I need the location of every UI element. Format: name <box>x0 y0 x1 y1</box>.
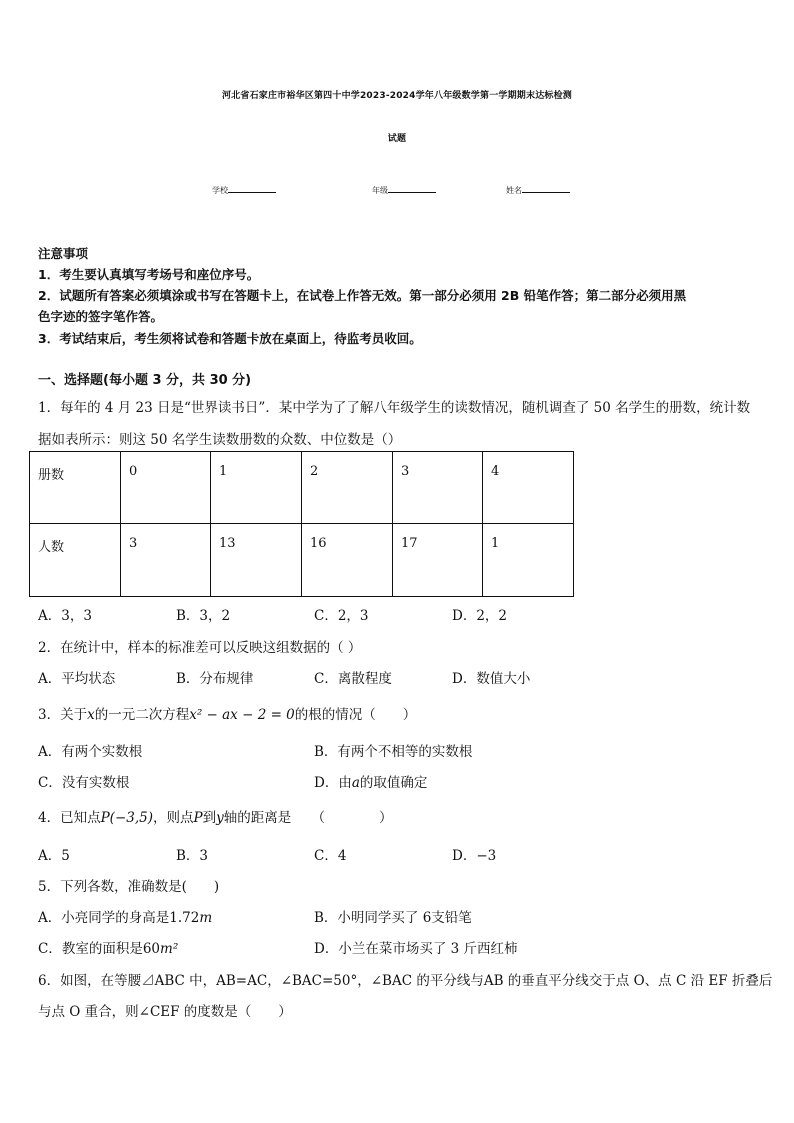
question-1-option-d: D．2，2 <box>452 608 508 624</box>
notice-item-2: 2．试题所有答案必须填涂或书写在答题卡上，在试卷上作答无效。第一部分必须用 2B 铅笔作答；第二部分必须用黑 <box>38 288 687 303</box>
question-5-option-c: C．教室的面积是60m² <box>38 941 179 957</box>
question-3-option-a: A．有两个实数根 <box>38 744 143 760</box>
section-heading-choice: 一、选择题(每小题 3 分，共 30 分) <box>38 373 252 388</box>
question-5-option-b: B．小明同学买了 6支铅笔 <box>314 910 472 926</box>
name-field: 姓名 <box>506 180 570 196</box>
table-cell: 4 <box>483 452 574 524</box>
grade-field: 年级 <box>372 180 436 196</box>
table-cell: 3 <box>393 452 483 524</box>
equation: x² − ax − 2 = 0 <box>189 707 295 723</box>
notice-item-2-continued: 色字迹的签字笔作答。 <box>38 309 164 324</box>
point-coordinate: P(−3,5) <box>100 810 153 826</box>
question-4-option-a: A．5 <box>38 848 70 864</box>
question-6-stem-continued: 与点 O 重合，则∠CEF 的度数是（ ） <box>38 1004 292 1020</box>
table-cell: 13 <box>211 524 302 597</box>
question-1-option-a: A．3，3 <box>38 608 92 624</box>
question-5-stem: 5．下列各数，准确数是( ) <box>38 879 220 895</box>
table-cell: 人数 <box>30 524 121 597</box>
table-cell: 1 <box>483 524 574 597</box>
question-4-option-b: B．3 <box>176 848 209 864</box>
notice-item-3: 3．考试结束后，考生须将试卷和答题卡放在桌面上，待监考员收回。 <box>38 331 422 346</box>
question-1-stem: 1．每年的 4 月 23 日是“世界读书日”．某中学为了了解八年级学生的读数情况，随机调查了 50 名学生的册数，统计数 <box>38 400 751 416</box>
question-1-option-c: C．2，3 <box>314 608 369 624</box>
table-cell: 3 <box>121 524 211 597</box>
table-cell: 1 <box>211 452 302 524</box>
notice-heading: 注意事项 <box>38 246 89 261</box>
notice-item-1: 1．考生要认真填写考场号和座位序号。 <box>38 267 260 282</box>
exam-title-continued: 试题 <box>387 134 407 144</box>
question-1-option-b: B．3，2 <box>176 608 231 624</box>
table-cell: 16 <box>302 524 393 597</box>
question-3-stem: 3．关于x的一元二次方程x² − ax − 2 = 0的根的情况（ ） <box>38 707 417 723</box>
question-3-option-d: D．由a的取值确定 <box>314 775 428 791</box>
question-4-option-d: D．−3 <box>452 848 497 864</box>
question-2-option-b: B．分布规律 <box>176 671 254 687</box>
table-row <box>30 524 574 597</box>
exam-title: 河北省石家庄市裕华区第四十中学2023-2024学年八年级数学第一学期期末达标检测 <box>221 91 573 101</box>
question-2-stem: 2．在统计中，样本的标准差可以反映这组数据的（ ） <box>38 640 362 656</box>
question-2-option-c: C．离散程度 <box>314 671 392 687</box>
question-4-stem: 4．已知点P(−3,5)，则点P到y轴的距离是 （ ） <box>38 810 393 826</box>
question-5-option-a: A．小亮同学的身高是1.72m <box>38 910 213 926</box>
table-cell: 17 <box>393 524 483 597</box>
reading-stats-table <box>29 451 574 597</box>
table-cell: 0 <box>121 452 211 524</box>
question-3-option-b: B．有两个不相等的实数根 <box>314 744 473 760</box>
question-1-stem-continued: 据如表所示：则这 50 名学生读数册数的众数、中位数是（） <box>38 432 402 448</box>
table-cell: 2 <box>302 452 393 524</box>
question-5-option-d: D．小兰在菜市场买了 3 斤西红柿 <box>314 941 518 957</box>
question-2-option-d: D．数值大小 <box>452 671 531 687</box>
question-3-option-c: C．没有实数根 <box>38 775 130 791</box>
school-field: 学校 <box>212 180 276 196</box>
question-2-option-a: A．平均状态 <box>38 671 116 687</box>
table-row <box>30 452 574 524</box>
question-6-stem: 6．如图，在等腰⊿ABC 中，AB=AC，∠BAC=50°，∠BAC 的平分线与AB 的垂直平分线交于点 O、点 C 沿 EF 折叠后 <box>38 973 773 989</box>
table-cell: 册数 <box>30 452 121 524</box>
question-4-option-c: C．4 <box>314 848 347 864</box>
